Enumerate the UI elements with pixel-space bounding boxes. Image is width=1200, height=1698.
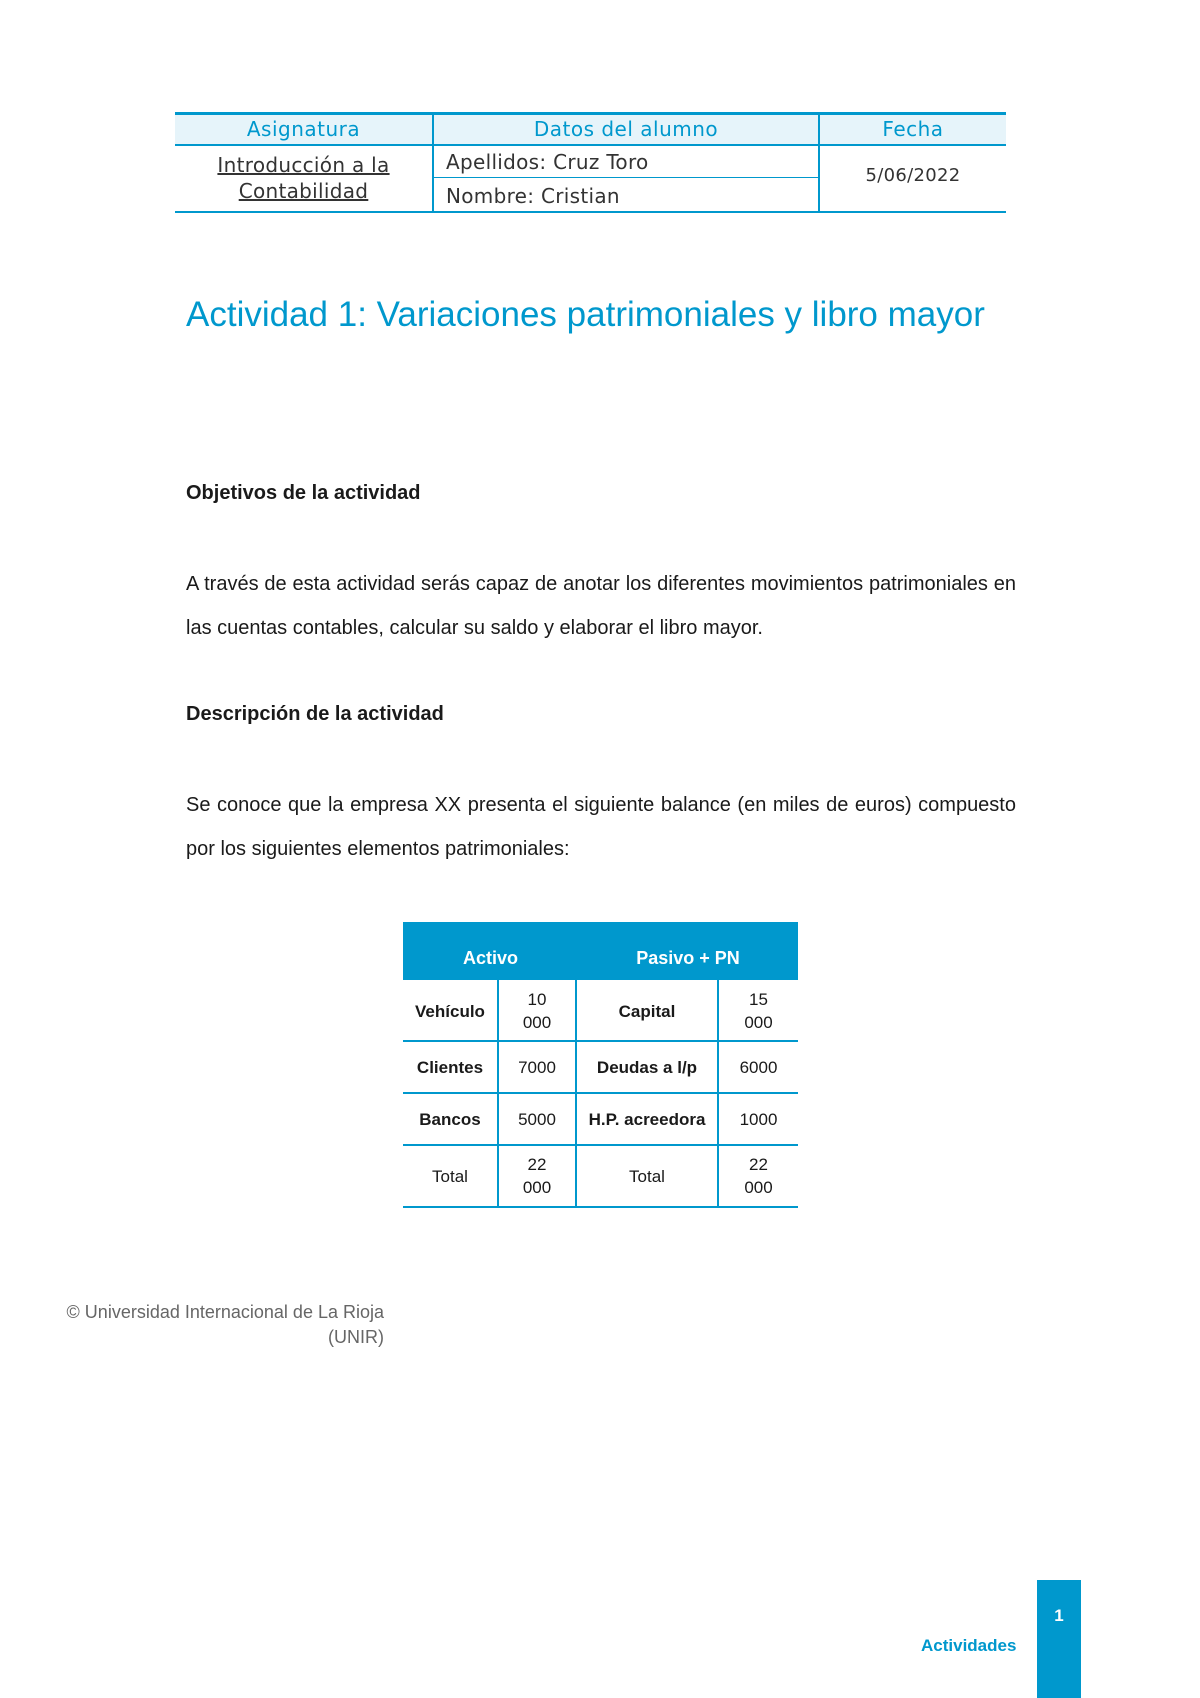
date-value: 5/06/2022 — [865, 165, 961, 186]
surname-field: Apellidos: Cruz Toro — [446, 150, 649, 174]
liability-name: Deudas a l/p — [596, 1057, 698, 1077]
asset-name: Vehículo — [415, 1001, 485, 1021]
page-number: 1 — [1054, 1606, 1064, 1625]
liability-total-text: 22 000 — [744, 1155, 773, 1197]
subject-line-1: Introducción a la — [217, 153, 390, 177]
copyright-line-1: © Universidad Internacional de La Rioja — [66, 1302, 384, 1322]
asset-total-value — [499, 1146, 575, 1206]
table-border-bottom — [403, 1206, 798, 1208]
asset-value: 7000 — [518, 1057, 556, 1077]
subject-value — [175, 152, 432, 204]
copyright-notice — [34, 1300, 384, 1350]
description-heading: Descripción de la actividad — [186, 703, 444, 725]
name-field: Nombre: Cristian — [446, 184, 620, 208]
objectives-heading: Objetivos de la actividad — [186, 482, 421, 504]
copyright-line-2: (UNIR) — [328, 1327, 384, 1347]
liability-name: Capital — [618, 1001, 676, 1021]
page-title: Actividad 1: Variaciones patrimoniales y libro mayor — [186, 295, 985, 334]
asset-value-text: 10 000 — [522, 990, 552, 1032]
asset-total-label: Total — [432, 1166, 468, 1186]
liability-value: 6000 — [739, 1057, 778, 1077]
liability-total-value — [719, 1146, 798, 1206]
liability-total-label: Total — [629, 1166, 665, 1186]
asset-value — [499, 982, 575, 1040]
description-text: Se conoce que la empresa XX presenta el siguiente balance (en miles de euros) compuesto por los siguientes elementos patrimoniales: — [186, 794, 1016, 860]
liability-value — [719, 982, 798, 1040]
table-border-bottom — [175, 211, 1006, 213]
column-header-student: Datos del alumno — [533, 117, 719, 141]
table-border-header — [175, 144, 1006, 146]
asset-total-text: 22 000 — [522, 1155, 552, 1197]
asset-name: Bancos — [419, 1109, 481, 1129]
header-liabilities: Pasivo + PN — [636, 948, 740, 968]
asset-value: 5000 — [518, 1109, 556, 1129]
objectives-text: A través de esta actividad serás capaz de anotar los diferentes movimientos patrimoniales en las cuentas contables, calcular su saldo y elaborar el libro mayor. — [186, 573, 1016, 639]
liability-name: H.P. acreedora — [588, 1109, 706, 1129]
column-header-subject: Asignatura — [246, 117, 361, 141]
asset-name: Clientes — [416, 1057, 484, 1077]
subject-line-2: Contabilidad — [238, 179, 369, 203]
liability-value: 1000 — [739, 1109, 778, 1129]
page-number-tab — [1037, 1580, 1081, 1698]
column-header-date: Fecha — [882, 117, 944, 141]
table-row-divider — [434, 177, 818, 178]
liability-value-text: 15 000 — [744, 990, 773, 1032]
header-assets: Activo — [462, 948, 518, 968]
student-info-table — [175, 112, 1006, 213]
section-label: Actividades — [921, 1636, 1017, 1655]
balance-table — [403, 922, 798, 1208]
